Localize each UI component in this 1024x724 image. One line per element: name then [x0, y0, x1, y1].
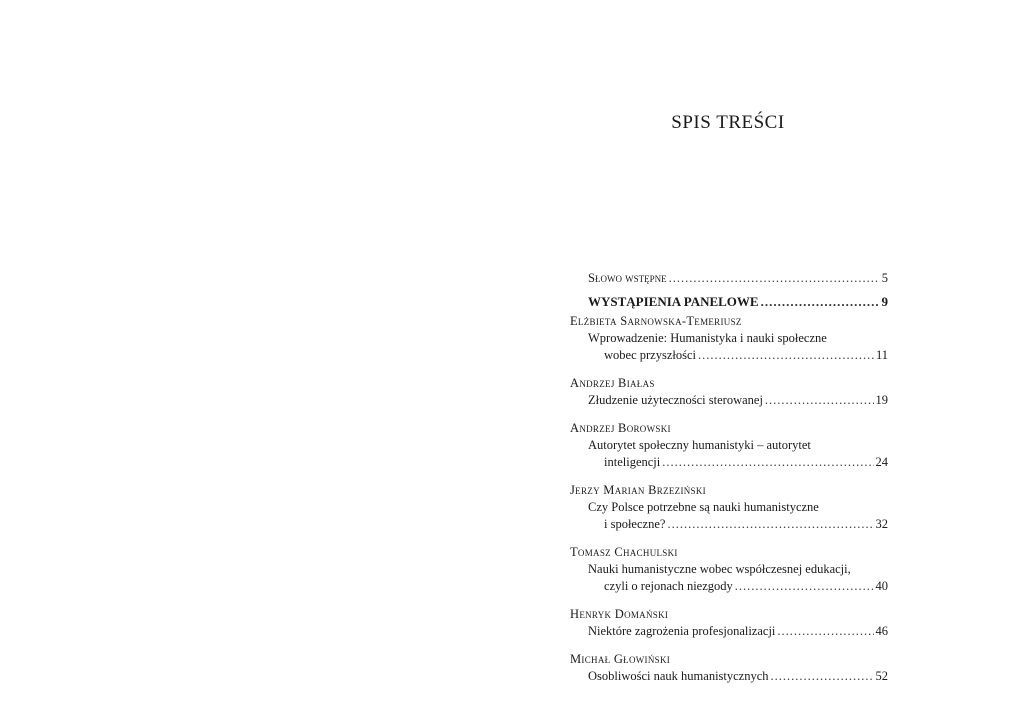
toc-entry-line [588, 623, 888, 640]
toc-section-heading[interactable] [588, 293, 888, 310]
toc-entry-title: Słowo wstępne [588, 271, 667, 285]
toc-entry-title: Niektóre zagrożenia profesjonalizacji [588, 624, 776, 638]
toc-front-matter[interactable] [588, 270, 888, 287]
toc-entry-line [588, 668, 888, 685]
toc-page-number: 24 [875, 455, 888, 469]
toc-entry[interactable] [570, 606, 888, 640]
toc-author: Michał Głowiński [570, 652, 671, 666]
dot-leader [771, 668, 874, 685]
toc-author: Henryk Domański [570, 607, 669, 621]
toc-entry[interactable] [570, 420, 888, 471]
toc-entry-line [604, 454, 888, 471]
toc-entry-title: Czy Polsce potrzebne są nauki humanistyczne [588, 500, 819, 514]
dot-leader [735, 578, 874, 595]
dot-leader [669, 270, 880, 287]
dot-leader [777, 623, 873, 640]
toc-section-title: WYSTĄPIENIA PANELOWE [588, 294, 759, 309]
toc-entry-title: Osobliwości nauk humanistycznych [588, 669, 769, 683]
toc-page-number: 9 [881, 294, 888, 309]
toc-entry-line [604, 516, 888, 533]
toc-entry[interactable] [570, 544, 888, 595]
dot-leader [761, 293, 880, 310]
toc-entry-title: Nauki humanistyczne wobec współczesnej edukacji, [588, 562, 851, 576]
toc-entry-line [604, 578, 888, 595]
toc-author: Tomasz Chachulski [570, 545, 678, 559]
toc-author: Elżbieta Sarnowska-Temeriusz [570, 314, 742, 328]
table-of-contents [570, 270, 888, 696]
dot-leader [662, 454, 873, 471]
toc-entry[interactable] [570, 313, 888, 364]
toc-page-number: 32 [875, 517, 888, 531]
toc-entry-title: Złudzenie użyteczności sterowanej [588, 393, 763, 407]
page-title: SPIS TREŚCI [671, 112, 785, 133]
toc-page-number: 40 [875, 579, 888, 593]
toc-author: Andrzej Borowski [570, 421, 671, 435]
toc-entry-title-cont: wobec przyszłości [604, 348, 696, 362]
toc-page-number: 52 [875, 669, 888, 683]
toc-entry[interactable] [570, 375, 888, 409]
toc-page-number: 5 [881, 271, 888, 285]
toc-page-number: 11 [875, 348, 888, 362]
toc-entry-title: Autorytet społeczny humanistyki – autorytet [588, 438, 811, 452]
toc-entry-title-cont: inteligencji [604, 455, 661, 469]
dot-leader [667, 516, 873, 533]
toc-author: Andrzej Białas [570, 376, 655, 390]
toc-entry-line [588, 392, 888, 409]
toc-entry[interactable] [570, 482, 888, 533]
toc-entry-title: Wprowadzenie: Humanistyka i nauki społeczne [588, 331, 827, 345]
toc-page-number: 46 [875, 624, 888, 638]
toc-entry-title-cont: czyli o rejonach niezgody [604, 579, 733, 593]
toc-page-number: 19 [875, 393, 888, 407]
toc-entry-title-cont: i społeczne? [604, 517, 666, 531]
toc-author: Jerzy Marian Brzeziński [570, 483, 706, 497]
dot-leader [765, 392, 874, 409]
toc-entry-line [604, 347, 888, 364]
toc-entry[interactable] [570, 651, 888, 685]
dot-leader [698, 347, 874, 364]
